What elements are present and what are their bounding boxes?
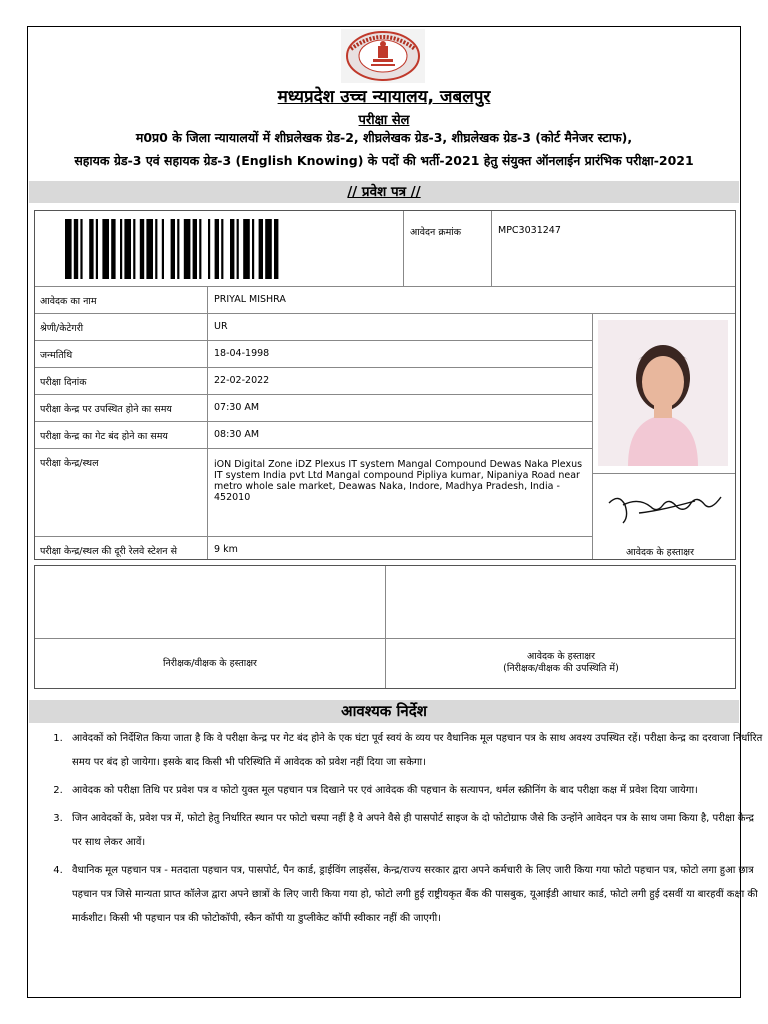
details-table: [34, 210, 736, 560]
detail-value: 08:30 AM: [214, 429, 260, 440]
detail-label: परीक्षा केन्द्र/स्थल: [40, 458, 99, 469]
barcode-bar: [221, 219, 223, 279]
barcode: [63, 219, 373, 279]
barcode-bar: [102, 219, 109, 279]
detail-value: iON Digital Zone iDZ Plexus IT system Mangal Compound Dewas Naka Plexus IT system India pvt Ltd Mangal compound Pipliya kumar, Nipaniya Road near metro whole sale market, Deawas Naka, Indore, Madhya Pradesh, India - 452010: [214, 459, 583, 503]
detail-label: आवेदक का नाम: [40, 296, 97, 307]
application-number-label: आवेदन क्रमांक: [410, 227, 462, 238]
barcode-bar: [96, 219, 98, 279]
barcode-bar: [111, 219, 115, 279]
instructions-title: आवश्यक निर्देश: [29, 700, 739, 723]
barcode-bar: [243, 219, 250, 279]
exam-title-line2: सहायक ग्रेड-3 एवं सहायक ग्रेड-3 (English Knowing) के पदों की भर्ती-2021 हेतु संयुक्त ऑनलाईन प्रारंभिक परीक्षा-2021: [74, 153, 694, 168]
barcode-bar: [215, 219, 219, 279]
barcode-bar: [80, 219, 82, 279]
invigilator-box: [34, 565, 736, 689]
admit-card-title-text: // प्रवेश पत्र //: [347, 184, 421, 200]
detail-label: परीक्षा केन्द्र का गेट बंद होने का समय: [40, 431, 168, 442]
detail-label: परीक्षा केन्द्र पर उपस्थित होने का समय: [40, 404, 172, 415]
barcode-bar: [140, 219, 144, 279]
barcode-bar: [184, 219, 191, 279]
applicant-signature-caption: आवेदक के हस्ताक्षर: [626, 547, 694, 558]
instruction-item: 2. आवेदक को परीक्षा तिथि पर प्रवेश पत्र व फोटो युक्त मूल पहचान पत्र दिखाने पर एवं आवेदक की पहचान के सत्यापन, थर्मल स्क्रीनिंग के बाद परीक्षा कक्ष में प्रवेश दिया जायेगा।: [66, 779, 766, 803]
barcode-bar: [124, 219, 131, 279]
barcode-bar: [155, 219, 157, 279]
detail-value: PRIYAL MISHRA: [214, 294, 286, 305]
detail-label: श्रेणी/केटेगरी: [40, 323, 84, 334]
barcode-bar: [193, 219, 197, 279]
barcode-bar: [177, 219, 179, 279]
court-seal-logo: [341, 29, 425, 83]
detail-value: UR: [214, 321, 228, 332]
detail-value: 18-04-1998: [214, 348, 270, 359]
barcode-bar: [274, 219, 278, 279]
detail-value: 07:30 AM: [214, 402, 260, 413]
application-number-value: MPC3031247: [498, 225, 561, 236]
admit-card-title: [29, 181, 739, 203]
exam-cell: परीक्षा सेल: [358, 113, 410, 128]
invigilator-signature-label: निरीक्षक/वीक्षक के हस्ताक्षर: [163, 658, 257, 669]
barcode-bar: [230, 219, 234, 279]
barcode-bar: [171, 219, 175, 279]
barcode-bar: [120, 219, 122, 279]
instructions-list: [36, 727, 766, 935]
barcode-bar: [74, 219, 78, 279]
court-name: मध्यप्रदेश उच्च न्यायालय, जबलपुर: [277, 87, 491, 107]
barcode-bar: [65, 219, 72, 279]
barcode-bar: [162, 219, 164, 279]
instruction-item: 1. आवेदकों को निर्देशित किया जाता है कि वे परीक्षा केन्द्र पर गेट बंद होने के एक घंटा पूर्व स्वयं के व्यय पर वैधानिक मूल पहचान पत्र के साथ अवश्य उपस्थित रहें। परीक्षा केन्द्र का दरवाजा निर्धारित समय पर बंद हो जायेगा। इसके बाद किसी भी परिस्थिति में आवेदक को प्रवेश नहीं दिया जा सकेगा।: [66, 727, 766, 775]
instruction-item: 3. जिन आवेदकों के, प्रवेश पत्र में, फोटो हेतु निर्धारित स्थान पर फोटो चस्पा नहीं है वे अपने वैसे ही पासपोर्ट साइज के दो फोटोग्राफ जैसे कि उन्होंने आवेदन पत्र के साथ जमा किया है, परीक्षा केन्द्र पर साथ लेकर आवें।: [66, 807, 766, 855]
barcode-bar: [146, 219, 153, 279]
detail-value: 22-02-2022: [214, 375, 270, 386]
instruction-item: 4. वैधानिक मूल पहचान पत्र - मतदाता पहचान पत्र, पासपोर्ट, पैन कार्ड, ड्राईविंग लाइसेंस, केन्द्र/राज्य सरकार द्वारा अपने कर्मचारी के लिए जारी किया गया फोटो पहचान पत्र, फोटो लगा हुआ छात्र पहचान पत्र जिसे मान्यता प्राप्त कॉलेज द्वारा अपने छात्रों के लिए जारी किया गया हो, फोटो लगी हुई राष्ट्रीयकृत बैंक की पासबुक, यूआईडी आधार कार्ड, फोटो लगी हुई दसवीं या बारहवीं कक्षा की मार्कशीट। किसी भी पहचान पत्र की फोटोकॉपी, स्कैन कॉपी या डुप्लीकेट कॉपी स्वीकार नहीं की जाएगी।: [66, 859, 766, 931]
barcode-bar: [199, 219, 201, 279]
barcode-bar: [133, 219, 135, 279]
barcode-bar: [208, 219, 210, 279]
applicant-signature: [599, 483, 731, 531]
barcode-bar: [89, 219, 93, 279]
barcode-bar: [237, 219, 239, 279]
barcode-bar: [265, 219, 272, 279]
admit-card: [27, 26, 763, 998]
barcode-bar: [252, 219, 254, 279]
detail-value: 9 km: [214, 544, 238, 555]
exam-title-line1: म0प्र0 के जिला न्यायालयों में शीघ्रलेखक ग्रेड-2, शीघ्रलेखक ग्रेड-3, शीघ्रलेखक ग्रेड-3 (कोर्ट मैनेजर स्टाफ),: [135, 130, 633, 145]
barcode-bar: [259, 219, 263, 279]
detail-label: परीक्षा केन्द्र/स्थल की दूरी रेलवे स्टेशन से: [40, 546, 178, 557]
detail-label: परीक्षा दिनांक: [40, 377, 87, 388]
detail-label: जन्मतिथि: [40, 350, 73, 361]
applicant-photo: [598, 320, 728, 466]
applicant-signature-note: (निरीक्षक/वीक्षक की उपस्थिति में): [503, 663, 619, 674]
applicant-signature-label: आवेदक के हस्ताक्षर: [527, 651, 595, 662]
